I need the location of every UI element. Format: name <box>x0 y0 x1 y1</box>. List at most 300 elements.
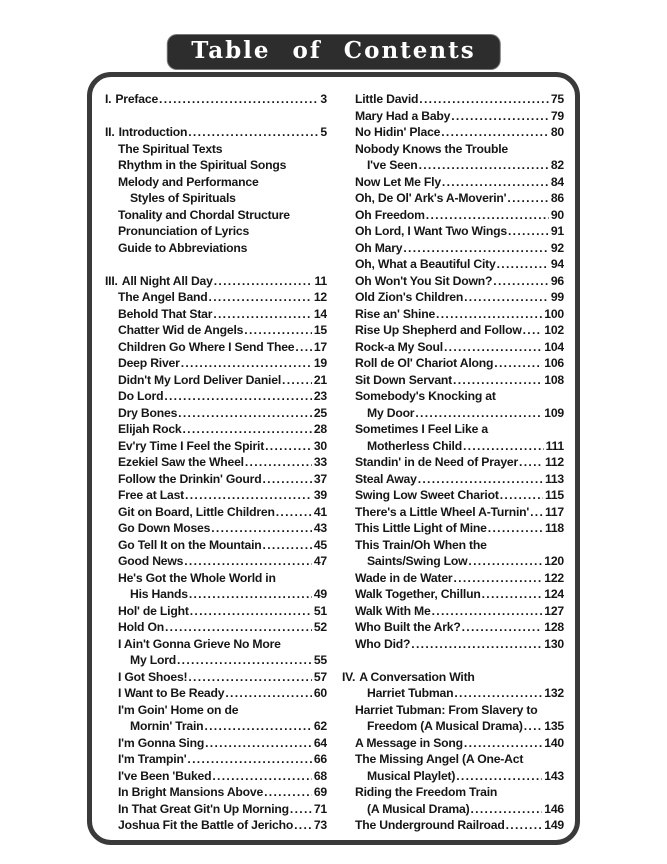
entry-title: Walk Together, Chillun <box>355 587 481 601</box>
toc-entry <box>105 223 327 240</box>
dot-leader <box>488 520 543 537</box>
toc-entry <box>342 256 564 273</box>
dot-leader <box>204 718 311 735</box>
page-number: 100 <box>544 306 564 321</box>
page-number: 66 <box>313 752 327 766</box>
page-number: 33 <box>313 455 327 469</box>
toc-entry <box>105 751 327 768</box>
toc-entry <box>342 454 564 471</box>
page-number: 41 <box>313 504 327 519</box>
toc-entry <box>105 636 327 653</box>
dot-leader <box>276 504 312 521</box>
entry-title: I'm Gonna Sing <box>118 735 205 750</box>
page-title: Table of Contents <box>191 37 476 64</box>
dot-leader <box>403 240 548 257</box>
toc-entry <box>105 388 327 405</box>
toc-entry <box>105 471 327 488</box>
toc-entry <box>105 735 327 752</box>
entry-title: Good News <box>118 554 184 568</box>
page-number: 120 <box>544 554 564 568</box>
dot-leader <box>214 273 313 290</box>
entry-title: Introduction <box>118 125 188 139</box>
page-number: 43 <box>313 521 327 535</box>
entry-title: Elijah Rock <box>118 422 182 436</box>
toc-entry <box>105 421 327 438</box>
page-number: 92 <box>550 240 564 255</box>
toc-entry <box>342 504 564 521</box>
dot-leader <box>468 553 542 570</box>
page-number: 113 <box>544 471 564 486</box>
entry-title: A Conversation With <box>359 669 475 684</box>
entry-title: Oh Won't You Sit Down? <box>355 273 493 288</box>
dot-leader <box>262 471 311 488</box>
dot-leader <box>426 207 549 224</box>
entry-title: In Bright Mansions Above <box>118 785 264 799</box>
entry-title: Guide to Abbreviations <box>118 240 248 255</box>
entry-title: Follow the Drinkin' Gourd <box>118 471 262 486</box>
entry-title: Oh Freedom <box>355 207 425 222</box>
entry-title: Motherless Child <box>367 438 462 453</box>
dot-leader <box>506 817 543 834</box>
entry-title: Children Go Where I Send Thee <box>118 339 295 354</box>
toc-entry <box>105 553 327 570</box>
entry-title: Steal Away <box>355 471 417 486</box>
toc-entry <box>342 603 564 620</box>
dot-leader <box>494 355 542 372</box>
toc-entry <box>342 223 564 240</box>
entry-title: Tonality and Chordal Structure <box>118 207 290 222</box>
toc-entry <box>105 487 327 504</box>
toc-entry <box>105 537 327 554</box>
dot-leader <box>188 124 318 141</box>
page-number: 71 <box>313 801 327 816</box>
entry-title: Riding the Freedom Train <box>355 785 498 799</box>
entry-title: He's Got the Whole World in <box>118 570 276 585</box>
page-number: 51 <box>313 603 327 618</box>
entry-title: Freedom (A Musical Drama) <box>367 719 523 733</box>
page-number: 19 <box>313 356 327 370</box>
page-number: 39 <box>313 488 327 502</box>
entry-title: Rise Up Shepherd and Follow <box>355 323 522 337</box>
toc-entry <box>342 355 564 372</box>
page-title-banner <box>167 35 499 69</box>
entry-title: Didn't My Lord Deliver Daniel <box>118 372 282 387</box>
toc-section-entry <box>105 124 327 141</box>
toc-entry <box>342 108 564 125</box>
toc-entry <box>342 702 564 719</box>
dot-leader <box>436 306 542 323</box>
entry-title: Sit Down Servant <box>355 372 453 387</box>
dot-leader <box>190 603 312 620</box>
toc-entry <box>342 372 564 389</box>
dot-leader <box>418 471 543 488</box>
dot-leader <box>265 438 312 455</box>
page-number: 84 <box>550 174 564 189</box>
dot-leader <box>264 784 312 801</box>
dot-leader <box>508 223 549 240</box>
entry-title: This Train/Oh When the <box>355 537 487 552</box>
dot-leader <box>282 372 312 389</box>
page-number: 111 <box>545 438 564 453</box>
toc-columns <box>105 91 564 840</box>
toc-entry <box>342 735 564 752</box>
toc-entry <box>342 91 564 108</box>
page-number: 68 <box>313 768 327 783</box>
page-number: 30 <box>313 438 327 453</box>
entry-title: Saints/Swing Low <box>367 554 468 568</box>
page-number: 64 <box>313 735 327 750</box>
toc-entry <box>342 157 564 174</box>
toc-entry <box>105 652 327 669</box>
entry-title: Behold That Star <box>118 306 213 321</box>
entry-title: The Angel Band <box>118 290 208 304</box>
page-number: 135 <box>544 719 564 733</box>
dot-leader <box>185 487 312 504</box>
entry-title: Rock-a My Soul <box>355 339 443 354</box>
toc-entry <box>342 636 564 653</box>
toc-entry <box>342 141 564 158</box>
dot-leader <box>225 685 312 702</box>
toc-entry <box>342 306 564 323</box>
toc-entry <box>342 471 564 488</box>
section-numeral: IV. <box>342 669 356 684</box>
page-number: 104 <box>544 339 564 354</box>
toc-entry <box>105 619 327 636</box>
entry-title: I Want to Be Ready <box>118 686 225 700</box>
toc-entry <box>342 751 564 768</box>
dot-leader <box>493 273 549 290</box>
page-number: 117 <box>544 504 564 519</box>
toc-entry <box>105 504 327 521</box>
toc-entry <box>105 157 327 174</box>
toc-section-entry <box>342 669 564 686</box>
entry-title: I'm Trampin' <box>118 752 187 766</box>
dot-leader <box>432 603 543 620</box>
page-number: 3 <box>320 92 327 106</box>
dot-leader <box>189 586 312 603</box>
entry-title: My Door <box>367 405 415 420</box>
entry-title: I Got Shoes! <box>118 669 188 684</box>
entry-title: Nobody Knows the Trouble <box>355 141 508 156</box>
dot-leader <box>451 108 549 125</box>
dot-leader <box>497 256 549 273</box>
entry-title: Melody and Performance <box>118 174 259 189</box>
dot-leader <box>444 339 542 356</box>
page-number: 90 <box>550 207 564 222</box>
blank-line <box>105 108 327 125</box>
dot-leader <box>290 801 312 818</box>
toc-entry <box>105 207 327 224</box>
page-number: 15 <box>313 323 327 337</box>
dot-leader <box>463 438 544 455</box>
entry-title: I've Been 'Buked <box>118 768 212 783</box>
toc-entry <box>342 207 564 224</box>
toc-entry <box>342 520 564 537</box>
page-number: 52 <box>313 620 327 634</box>
entry-title: I Ain't Gonna Grieve No More <box>118 636 281 651</box>
page-number: 146 <box>544 801 564 816</box>
dot-leader <box>524 718 543 735</box>
section-numeral: II. <box>105 125 115 139</box>
page-number: 109 <box>544 405 564 420</box>
toc-entry <box>105 339 327 356</box>
page-number: 45 <box>313 537 327 552</box>
entry-title: Pronunciation of Lyrics <box>118 224 250 238</box>
toc-entry <box>342 339 564 356</box>
toc-entry <box>342 619 564 636</box>
toc-entry <box>342 438 564 455</box>
page-number: 94 <box>550 257 564 271</box>
toc-entry <box>105 586 327 603</box>
toc-entry <box>105 240 327 257</box>
toc-entry <box>342 405 564 422</box>
toc-entry <box>342 273 564 290</box>
page-number: 99 <box>550 290 564 304</box>
entry-title: Dry Bones <box>118 405 178 420</box>
entry-title: The Underground Railroad <box>355 818 505 832</box>
dot-leader <box>462 619 543 636</box>
page-number: 17 <box>313 339 327 354</box>
page-number: 122 <box>544 570 564 585</box>
entry-title: The Missing Angel (A One-Act <box>355 752 524 766</box>
page-number: 37 <box>313 471 327 486</box>
entry-title: Hold On <box>118 620 164 634</box>
page-number: 62 <box>313 719 327 733</box>
entry-title: Rise an' Shine <box>355 306 436 321</box>
dot-leader <box>295 339 311 356</box>
entry-title: Oh Mary <box>355 240 403 255</box>
dot-leader <box>184 553 312 570</box>
page-number: 11 <box>314 273 327 288</box>
entry-title: Oh Lord, I Want Two Wings <box>355 224 507 238</box>
entry-title: Standin' in de Need of Prayer <box>355 455 519 469</box>
dot-leader <box>453 570 542 587</box>
dot-leader <box>507 190 548 207</box>
dot-leader <box>464 735 542 752</box>
toc-entry <box>105 603 327 620</box>
toc-entry <box>342 487 564 504</box>
entry-title: Preface <box>115 92 159 106</box>
entry-title: Mary Had a Baby <box>355 108 451 123</box>
page-number: 12 <box>313 290 327 304</box>
entry-title: His Hands <box>130 587 188 601</box>
dot-leader <box>183 421 312 438</box>
entry-title: Harriet Tubman: From Slavery to <box>355 702 538 717</box>
page-number: 124 <box>544 587 564 601</box>
toc-entry <box>105 768 327 785</box>
entry-title: Ev'ry Time I Feel the Spirit <box>118 438 265 453</box>
page-number: 82 <box>550 158 564 172</box>
dot-leader <box>470 801 542 818</box>
dot-leader <box>188 669 311 686</box>
dot-leader <box>415 405 542 422</box>
entry-title: Who Did? <box>355 636 411 651</box>
toc-entry <box>342 388 564 405</box>
dot-leader <box>209 289 312 306</box>
entry-title: Styles of Spirituals <box>130 191 236 205</box>
page-number: 23 <box>313 389 327 403</box>
entry-title: Do Lord <box>118 389 164 403</box>
entry-title: In That Great Git'n Up Morning <box>118 801 289 816</box>
toc-entry <box>342 768 564 785</box>
toc-column-right <box>342 91 564 840</box>
toc-entry <box>105 702 327 719</box>
page-number: 115 <box>544 488 564 502</box>
dot-leader <box>187 751 311 768</box>
entry-title: Now Let Me Fly <box>355 174 441 189</box>
toc-entry <box>105 520 327 537</box>
entry-title: Old Zion's Children <box>355 290 464 304</box>
toc-entry <box>342 801 564 818</box>
entry-title: I'm Goin' Home on de <box>118 702 239 717</box>
toc-entry <box>105 355 327 372</box>
dot-leader <box>165 619 312 636</box>
page-number: 149 <box>544 818 564 832</box>
toc-entry <box>105 718 327 735</box>
dot-leader <box>244 322 312 339</box>
entry-title: A Message in Song <box>355 735 463 750</box>
dot-leader <box>453 372 542 389</box>
toc-section-entry <box>105 91 327 108</box>
toc-entry <box>342 190 564 207</box>
toc-entry <box>105 141 327 158</box>
toc-section-entry <box>105 273 327 290</box>
entry-title: This Little Light of Mine <box>355 521 487 535</box>
toc-entry <box>342 817 564 834</box>
entry-title: Oh, De Ol' Ark's A-Moverin' <box>355 191 507 205</box>
page-number: 86 <box>550 191 564 205</box>
page-number: 69 <box>313 785 327 799</box>
page-number: 140 <box>544 735 564 750</box>
page-number: 75 <box>550 92 564 106</box>
entry-title: Hol' de Light <box>118 603 189 618</box>
toc-entry <box>342 570 564 587</box>
dot-leader <box>212 768 311 785</box>
toc-column-left <box>105 91 327 840</box>
entry-title: Git on Board, Little Children <box>118 504 275 519</box>
entry-title: Go Down Moses <box>118 521 211 535</box>
entry-title: No Hidin' Place <box>355 125 441 139</box>
toc-entry <box>105 190 327 207</box>
entry-title: The Spiritual Texts <box>118 141 223 156</box>
entry-title: Ezekiel Saw the Wheel <box>118 455 244 469</box>
toc-entry <box>342 289 564 306</box>
toc-entry <box>105 372 327 389</box>
entry-title: There's a Little Wheel A-Turnin' <box>355 504 530 519</box>
toc-entry <box>342 240 564 257</box>
toc-entry <box>342 553 564 570</box>
dot-leader <box>294 817 312 834</box>
dot-leader <box>419 91 549 108</box>
entry-title: My Lord <box>130 653 176 667</box>
toc-entry <box>105 669 327 686</box>
page-number: 127 <box>544 603 564 618</box>
dot-leader <box>178 405 312 422</box>
dot-leader <box>419 157 549 174</box>
dot-leader <box>211 520 312 537</box>
entry-title: Musical Playlet) <box>367 768 456 783</box>
toc-entry <box>105 685 327 702</box>
dot-leader <box>205 735 312 752</box>
page-number: 73 <box>313 818 327 832</box>
entry-title: Joshua Fit the Battle of Jericho <box>118 818 294 832</box>
dot-leader <box>181 355 312 372</box>
page-number: 47 <box>313 554 327 568</box>
toc-entry <box>342 784 564 801</box>
entry-title: Rhythm in the Spiritual Songs <box>118 158 287 172</box>
dot-leader <box>164 388 312 405</box>
dot-leader <box>464 289 549 306</box>
entry-title: (A Musical Drama) <box>367 801 470 816</box>
entry-title: Wade in de Water <box>355 570 453 585</box>
page-number: 28 <box>313 422 327 436</box>
entry-title: Go Tell It on the Mountain <box>118 537 262 552</box>
page-number: 25 <box>313 405 327 420</box>
toc-entry <box>342 174 564 191</box>
entry-title: Walk With Me <box>355 603 431 618</box>
toc-entry <box>105 289 327 306</box>
dot-leader <box>213 306 312 323</box>
dot-leader <box>482 586 543 603</box>
page-number: 118 <box>544 521 564 535</box>
dot-leader <box>442 174 549 191</box>
dot-leader <box>177 652 312 669</box>
page-number: 106 <box>544 356 564 370</box>
toc-entry <box>342 421 564 438</box>
entry-title: Little David <box>355 92 419 106</box>
section-numeral: I. <box>105 92 112 106</box>
dot-leader <box>411 636 542 653</box>
dot-leader <box>263 537 312 554</box>
entry-title: Sometimes I Feel Like a <box>355 422 488 436</box>
page-number: 143 <box>544 768 564 783</box>
toc-entry <box>342 685 564 702</box>
dot-leader <box>519 454 543 471</box>
dot-leader <box>245 454 312 471</box>
page-number: 21 <box>313 372 327 387</box>
page-number: 49 <box>313 587 327 601</box>
toc-entry <box>105 306 327 323</box>
toc-entry <box>105 174 327 191</box>
entry-title: Deep River <box>118 356 180 370</box>
page-number: 55 <box>313 653 327 667</box>
blank-line <box>342 652 564 669</box>
toc-entry <box>105 322 327 339</box>
dot-leader <box>454 685 542 702</box>
entry-title: All Night All Day <box>121 273 213 288</box>
entry-title: Who Built the Ark? <box>355 620 461 634</box>
dot-leader <box>159 91 318 108</box>
toc-border-box <box>87 72 580 845</box>
page-number: 79 <box>550 108 564 123</box>
toc-entry <box>105 405 327 422</box>
toc-entry <box>342 537 564 554</box>
toc-entry <box>342 322 564 339</box>
entry-title: Swing Low Sweet Chariot <box>355 488 499 502</box>
toc-entry <box>342 124 564 141</box>
page-number: 14 <box>313 306 327 321</box>
entry-title: Oh, What a Beautiful City <box>355 257 496 271</box>
entry-title: Free at Last <box>118 488 185 502</box>
page-number: 91 <box>550 224 564 238</box>
page-number: 132 <box>544 686 564 700</box>
toc-entry <box>105 784 327 801</box>
dot-leader <box>441 124 549 141</box>
entry-title: Mornin' Train <box>130 719 204 733</box>
toc-entry <box>105 570 327 587</box>
entry-title: Somebody's Knocking at <box>355 389 496 403</box>
page-number: 96 <box>550 273 564 288</box>
